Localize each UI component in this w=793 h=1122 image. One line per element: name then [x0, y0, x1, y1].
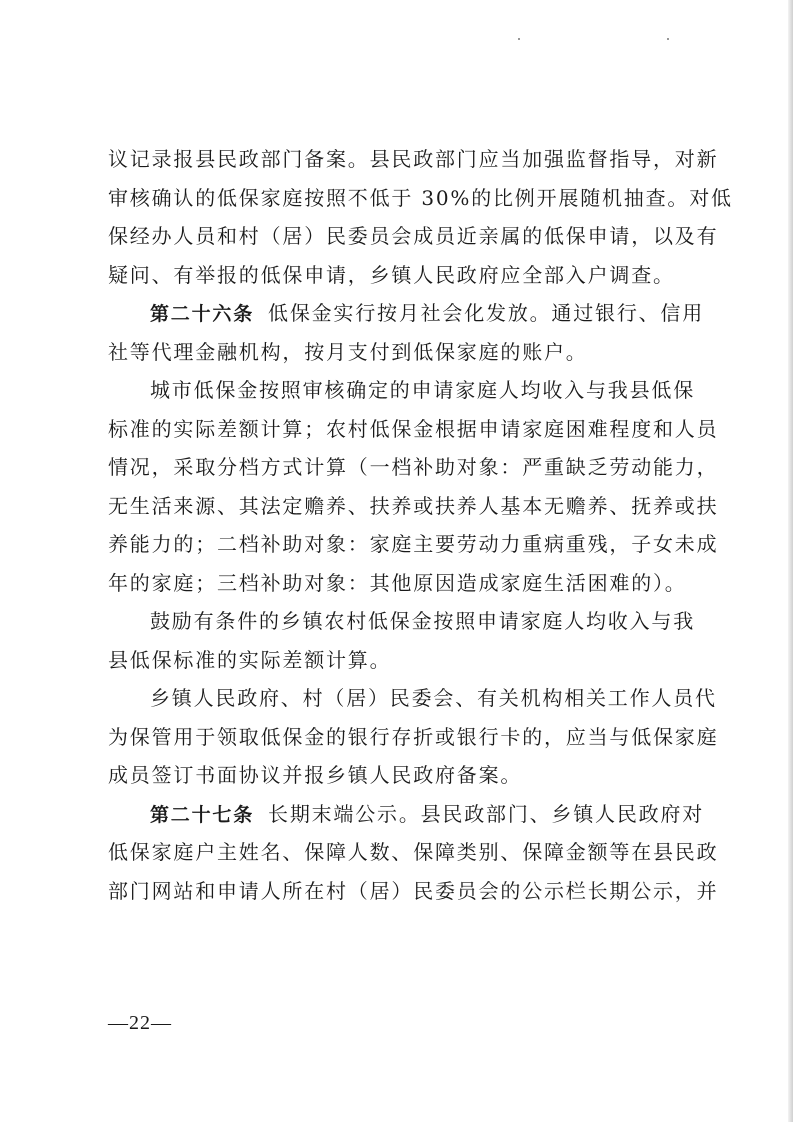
text-line: 审核确认的低保家庭按照不低于 30%的比例开展随机抽查。对低 [108, 185, 733, 210]
text-line: 鼓励有条件的乡镇农村低保金按照申请家庭人均收入与我 [150, 609, 695, 633]
text-line: 无生活来源、其法定赡养、扶养或扶养人基本无赡养、抚养或扶 [108, 493, 719, 518]
scan-speck [667, 38, 669, 40]
text-line: 疑问、有举报的低保申请，乡镇人民政府应全部入户调查。 [108, 262, 675, 287]
document-body [108, 140, 733, 910]
text-line: 保经办人员和村（居）民委员会成员近亲属的低保申请，以及有 [108, 224, 719, 248]
page-number: —22— [108, 1012, 172, 1034]
text-line: 城市低保金按照审核确定的申请家庭人均收入与我县低保 [150, 378, 695, 402]
text-line: 部门网站和申请人所在村（居）民委员会的公示栏长期公示，并 [108, 878, 719, 903]
text-line: 乡镇人民政府、村（居）民委会、有关机构相关工作人员代 [150, 686, 717, 710]
text-line: 情况，采取分档方式计算（一档补助对象：严重缺乏劳动能力， [108, 455, 719, 479]
text-line: 为保管用于领取低保金的银行存折或银行卡的，应当与低保家庭 [108, 724, 719, 749]
article-27-heading: 第二十七条 [150, 803, 255, 826]
text-line: 议记录报县民政部门备案。县民政部门应当加强监督指导，对新 [108, 147, 719, 171]
text-line: 年的家庭；三档补助对象：其他原因造成家庭生活困难的）。 [108, 570, 687, 595]
text-line: 县低保标准的实际差额计算。 [108, 647, 392, 672]
article-26-line [108, 294, 708, 333]
article-27-text: 长期末端公示。县民政部门、乡镇人民政府对 [268, 801, 705, 826]
text-line: 标准的实际差额计算；农村低保金根据申请家庭困难程度和人员 [108, 416, 719, 441]
text-line: 成员签订书面协议并报乡镇人民政府备案。 [108, 763, 523, 787]
text-line: 社等代理金融机构，按月支付到低保家庭的账户。 [108, 339, 588, 364]
page-edge-shadow [788, 0, 793, 1122]
article-26-heading: 第二十六条 [150, 303, 255, 325]
scan-speck [518, 38, 520, 40]
article-26-text: 低保金实行按月社会化发放。通过银行、信用 [268, 301, 705, 325]
article-27-line [108, 795, 708, 834]
text-line: 低保家庭户主姓名、保障人数、保障类别、保障金额等在县民政 [108, 840, 719, 864]
text-line: 养能力的；二档补助对象：家庭主要劳动力重病重残，子女未成 [108, 532, 719, 556]
